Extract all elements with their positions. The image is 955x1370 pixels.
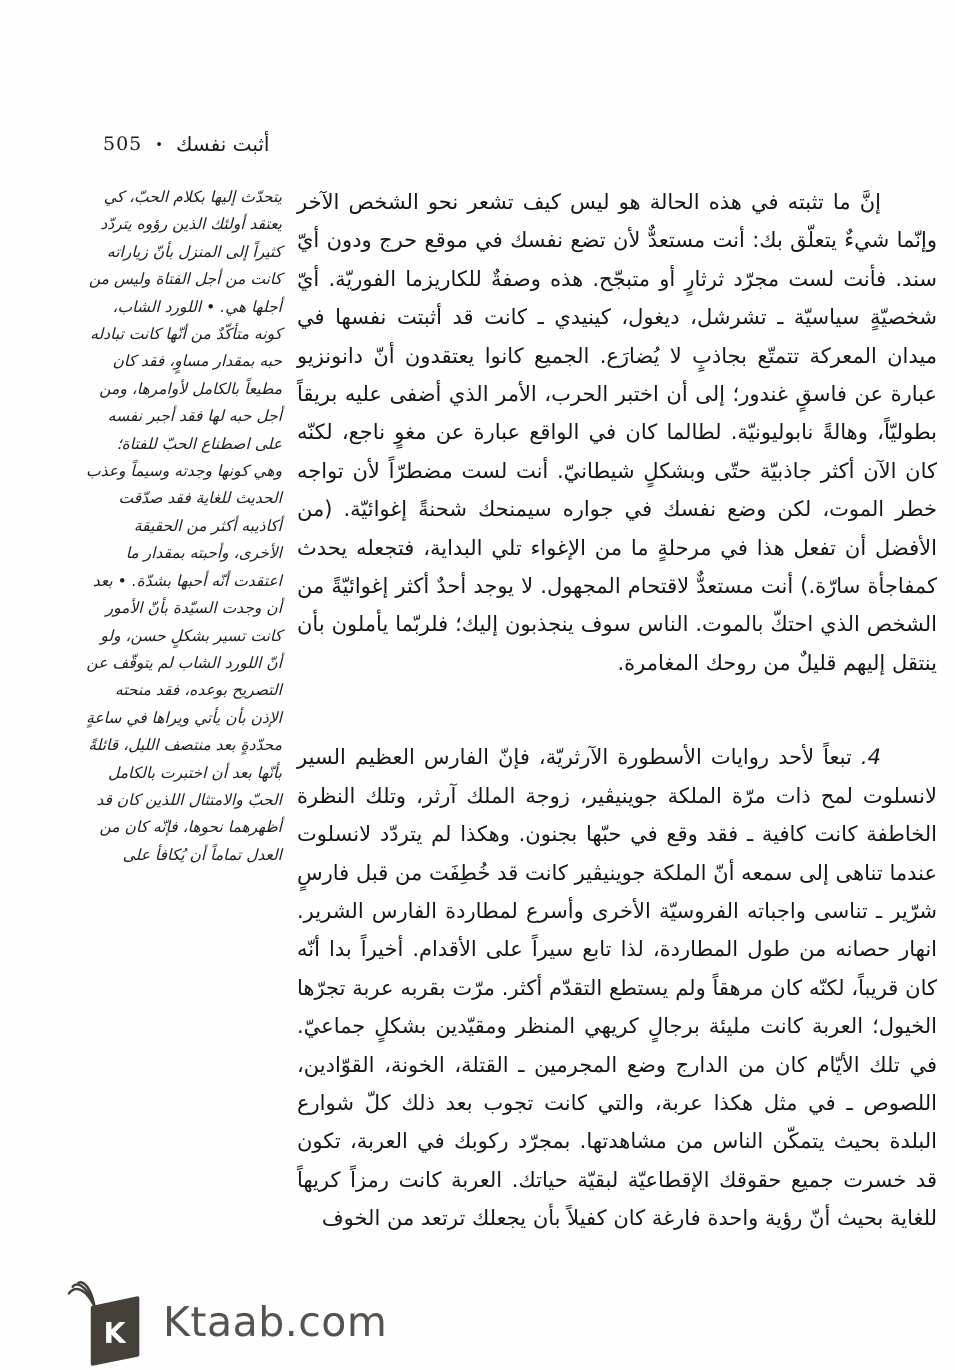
logo-text: Ktaab.com xyxy=(163,1298,388,1346)
open-book-with-k-icon xyxy=(66,1278,146,1366)
paragraph-2-number: 4. xyxy=(860,745,881,770)
site-footer xyxy=(66,1280,387,1364)
book-title: أثبت نفسك xyxy=(175,132,270,156)
page-header xyxy=(103,132,269,156)
paragraph-1: إنَّ ما تثبته في هذه الحالة هو ليس كيف تشعر نحو الشخص الآخر وإنّما شيءٌ يتعلّق بك: أنت مستعدٌّ لأن تضع نفسك في موقع حرج ودون أيّ سند. فأنت لست مجرّد ثرثارٍ أو متبجّح. هذه وصفةٌ للكاريزما الفوريّة. أيّ شخصيّةٍ سياسيّة ـ تشرشل، ديغول، كينيدي ـ كانت قد أثبتت نفسها في ميدان المعركة تتمتّع بجاذبٍ لا يُضارَع. الجميع كانوا يعتقدون أنّ دانونزيو عبارة عن فاسقٍ غندور؛ إلى أن اختبر الحرب، الأمر الذي أضفى عليه بريقاً بطوليّاً، وهالةً نابوليونيّة. لطالما كان في الواقع عبارة عن مغوٍ ناجع، لكنّه كان الآن أكثر جاذبيّة حتّى وبشكلٍ شيطانيّ. أنت لست مضطرّاً لأن تواجه خطر الموت، لكن وضع نفسك في جواره سيمنحك شحنةً إغوائيّة. (من الأفضل أن تفعل هذا في مرحلةٍ ما من الإغواء تلي البداية، فتجعله يحدث كمفاجأة سارّة.) أنت مستعدٌّ لاقتحام المجهول. لا يوجد أحدٌ أكثر إغوائيّةً من الشخص الذي احتكّ بالموت. الناس سوف ينجذبون إليك؛ فلربّما يأملون بأن ينتقل إليهم قليلٌ من روحك المغامرة. xyxy=(297,190,937,675)
paragraph-2-text: تبعاً لأحد روايات الأسطورة الآرثريّة، فإنّ الفارس العظيم السير لانسلوت لمح ذات مرّة الملكة جوينيڤير، زوجة الملك آرثر، وتلك النظرة الخاطفة كانت كافية ـ فقد وقع في حبّها بجنون. وهكذا لم يتردّد لانسلوت عندما تناهى إلى سمعه أنّ الملكة جوينيڤير كانت قد خُطِفَت من قبل فارسٍ شرّير ـ تناسى واجباته الفروسيّة الأخرى وأسرع لمطاردة الفارس الشرير. انهار حصانه من طول المطاردة، لذا تابع سيراً على الأقدام. أخيراً بدا أنّه كان قريباً، لكنّه كان مرهقاً ولم يستطع التقدّم أكثر. مرّت بقربه عربة تجرّها الخيول؛ العربة كانت مليئة برجالٍ كريهي المنظر ومقيّدين بشكلٍ جماعيّ. في تلك الأيّام كان من الدارج وضع المجرمين ـ القتلة، الخونة، القوّادين، اللصوص ـ في مثل هكذا عربة، والتي كانت تجوب بعد ذلك كلّ شوارع البلدة بحيث يتمكّن الناس من مشاهدتها. بمجرّد ركوبك في العربة، تكون قد خسرت جميع حقوقك الإقطاعيّة لبقيّة حياتك. العربة كانت رمزاً كريهاً للغاية بحيث أنّ رؤية واحدة فارغة كان كفيلاً بأن يجعلك ترتعد من الخوف xyxy=(297,745,937,1231)
margin-note-text: يتحدّث إليها بكلام الحبّ، كي يعتقد أولئك الذين رؤوه يتردّد كثيراً إلى المنزل بأنّ زياراته كانت من أجل الفتاة وليس من أجلها هي. • اللورد الشاب، كونه متأكّدٌ من أنّها كانت تبادله حبه بمقدار مساوٍ، فقد كان مطيعاً بالكامل لأوامرها، ومن أجل حبه لها فقد أجبر نفسه على اصطناع الحبّ للفتاة؛ وهي كونها وجدته وسيماً وعذب الحديث للغاية فقد صدّقت أكاذيبه أكثر من الحقيقة الأخرى، وأحبته بمقدار ما اعتقدت أنّه أحبها بشدّة. • بعد أن وجدت السيّدة بأنّ الأمور كانت تسير بشكلٍ حسن، ولو أنّ اللورد الشاب لم يتوقّف عن التصريح بوعده، فقد منحته الإذن بأن يأتي ويراها في ساعةٍ محدّدةٍ بعد منتصف الليل، قائلةً بأنّها بعد أن اختبرت بالكامل الحبّ والامتثال اللذين كان قد أظهرهما نحوها، فإنّه كان من العدل تماماً أن يُكافأ على xyxy=(86,188,282,864)
page-number: 505 xyxy=(103,133,143,155)
header-bullet-separator: • xyxy=(155,137,163,153)
logo-letter: K xyxy=(103,1315,126,1350)
paragraph-2 xyxy=(297,738,937,1237)
main-text-column xyxy=(297,183,937,1238)
margin-note xyxy=(84,184,282,869)
